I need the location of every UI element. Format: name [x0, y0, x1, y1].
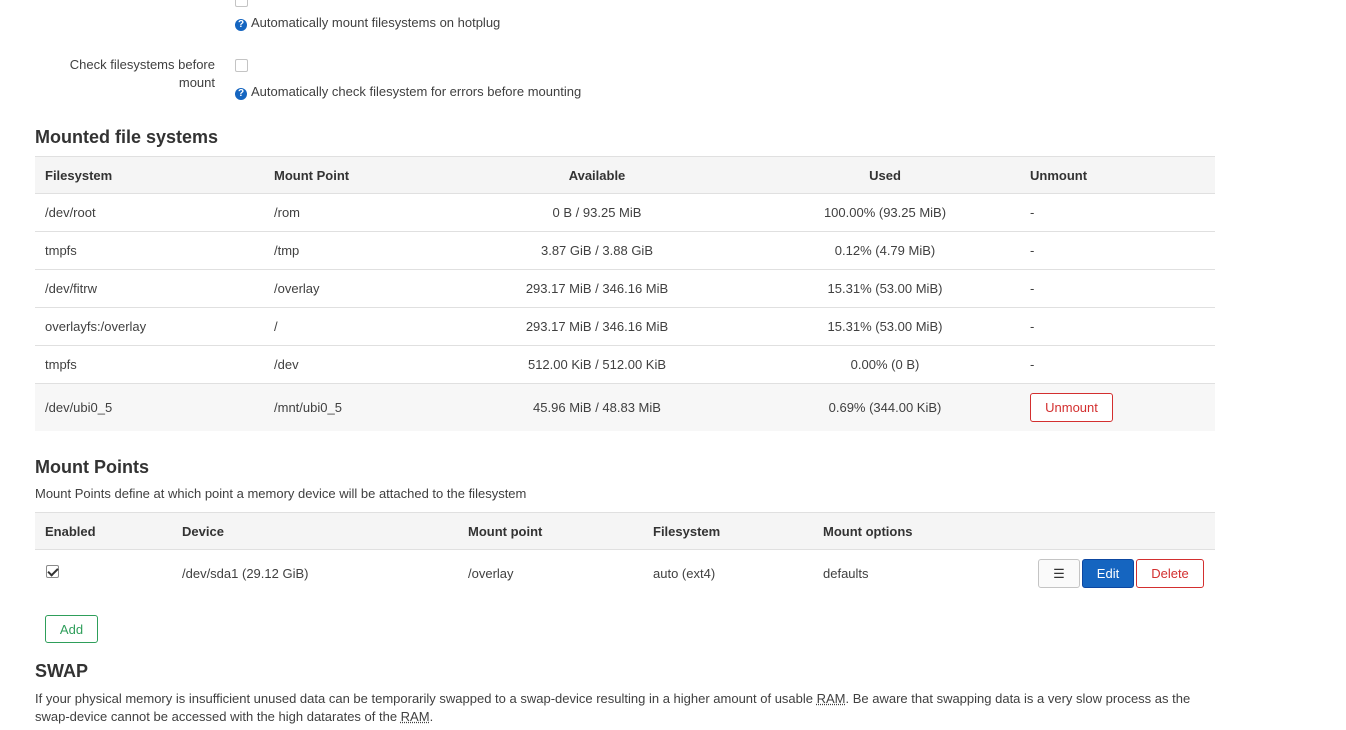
cell-available: 0 B / 93.25 MiB [552, 205, 642, 220]
cell-filesystem: /dev/root [45, 205, 96, 220]
table-header [35, 512, 1215, 550]
table-row [35, 308, 1215, 346]
cell-unmount: - [1030, 243, 1035, 258]
col-mount-point: Mount point [468, 523, 543, 539]
cell-mount-options: defaults [823, 566, 869, 581]
col-filesystem: Filesystem [653, 523, 721, 539]
check-fs-hint-text: Automatically check filesystem for errors before mounting [251, 84, 582, 99]
cell-unmount: - [1030, 319, 1035, 334]
col-available: Available [568, 167, 626, 183]
table-row [35, 232, 1215, 270]
add-button[interactable]: Add [45, 615, 98, 643]
cell-mount-point: /overlay [468, 566, 514, 581]
cell-used: 0.00% (0 B) [850, 357, 920, 372]
check-fs-checkbox[interactable] [235, 59, 248, 72]
cell-mount-point: /dev [274, 357, 299, 372]
cell-filesystem: /dev/fitrw [45, 281, 98, 296]
table-row [35, 384, 1215, 431]
mounted-fs-title: Mounted file systems [35, 127, 219, 147]
cell-used: 0.12% (4.79 MiB) [834, 243, 936, 258]
swap-line-2: swap-device cannot be accessed with the high datarates of the RAM. [35, 709, 434, 724]
cell-used: 100.00% (93.25 MiB) [823, 205, 947, 220]
cell-used: 15.31% (53.00 MiB) [827, 281, 943, 296]
cell-device: /dev/sda1 (29.12 GiB) [182, 566, 309, 581]
hotplug-hint-text: Automatically mount filesystems on hotplug [251, 15, 501, 30]
mount-points-description: Mount Points define at which point a memory device will be attached to the filesystem [35, 486, 527, 501]
cell-mount-point: /mnt/ubi0_5 [274, 400, 342, 415]
cell-available: 512.00 KiB / 512.00 KiB [527, 357, 667, 372]
col-enabled: Enabled [45, 523, 96, 539]
swap-title: SWAP [35, 661, 89, 681]
col-filesystem: Filesystem [45, 167, 113, 183]
swap-description [35, 690, 1215, 726]
delete-button[interactable]: Delete [1136, 559, 1204, 588]
cell-available: 45.96 MiB / 48.83 MiB [533, 400, 661, 415]
cell-unmount: - [1030, 205, 1035, 220]
help-icon: ? [235, 19, 247, 31]
col-mount-point: Mount Point [274, 167, 350, 183]
table-row [35, 270, 1215, 308]
hotplug-hint [235, 15, 500, 31]
hotplug-checkbox[interactable] [235, 0, 248, 7]
unmount-button[interactable]: Unmount [1030, 393, 1113, 422]
cell-used: 0.69% (344.00 KiB) [828, 400, 942, 415]
swap-line-1: If your physical memory is insufficient unused data can be temporarily swapped to a swap-device resulting in a higher amount of usable RAM. Be aware that swapping data is a very slow process as the [35, 691, 1191, 706]
cell-unmount: - [1030, 281, 1035, 296]
cell-filesystem: /dev/ubi0_5 [45, 400, 113, 415]
cell-filesystem: tmpfs [45, 357, 77, 372]
col-mount-options: Mount options [823, 523, 913, 539]
cell-mount-point: / [274, 319, 278, 334]
cell-available: 293.17 MiB / 346.16 MiB [525, 319, 669, 334]
table-row [35, 550, 1215, 597]
cell-filesystem: tmpfs [45, 243, 77, 258]
cell-unmount: - [1030, 357, 1035, 372]
table-header [35, 156, 1215, 194]
drag-handle-button[interactable]: ☰ [1038, 559, 1080, 588]
mount-points-title: Mount Points [35, 457, 149, 477]
col-device: Device [182, 523, 224, 539]
cell-mount-point: /tmp [274, 243, 300, 258]
edit-button[interactable]: Edit [1082, 559, 1134, 588]
cell-available: 293.17 MiB / 346.16 MiB [525, 281, 669, 296]
col-unmount: Unmount [1030, 167, 1088, 183]
help-icon: ? [235, 88, 247, 100]
ram-abbr: RAM [816, 691, 846, 706]
cell-used: 15.31% (53.00 MiB) [827, 319, 943, 334]
cell-filesystem: auto (ext4) [653, 566, 716, 581]
enabled-checkbox[interactable] [46, 565, 59, 578]
table-row [35, 194, 1215, 232]
col-used: Used [869, 167, 901, 183]
cell-available: 3.87 GiB / 3.88 GiB [540, 243, 653, 258]
check-fs-label: Check filesystems before mount [69, 57, 215, 90]
cell-filesystem: overlayfs:/overlay [45, 319, 147, 334]
cell-mount-point: /overlay [274, 281, 320, 296]
check-fs-hint [235, 84, 581, 100]
cell-mount-point: /rom [274, 205, 300, 220]
ram-abbr: RAM [400, 709, 430, 724]
table-row [35, 346, 1215, 384]
